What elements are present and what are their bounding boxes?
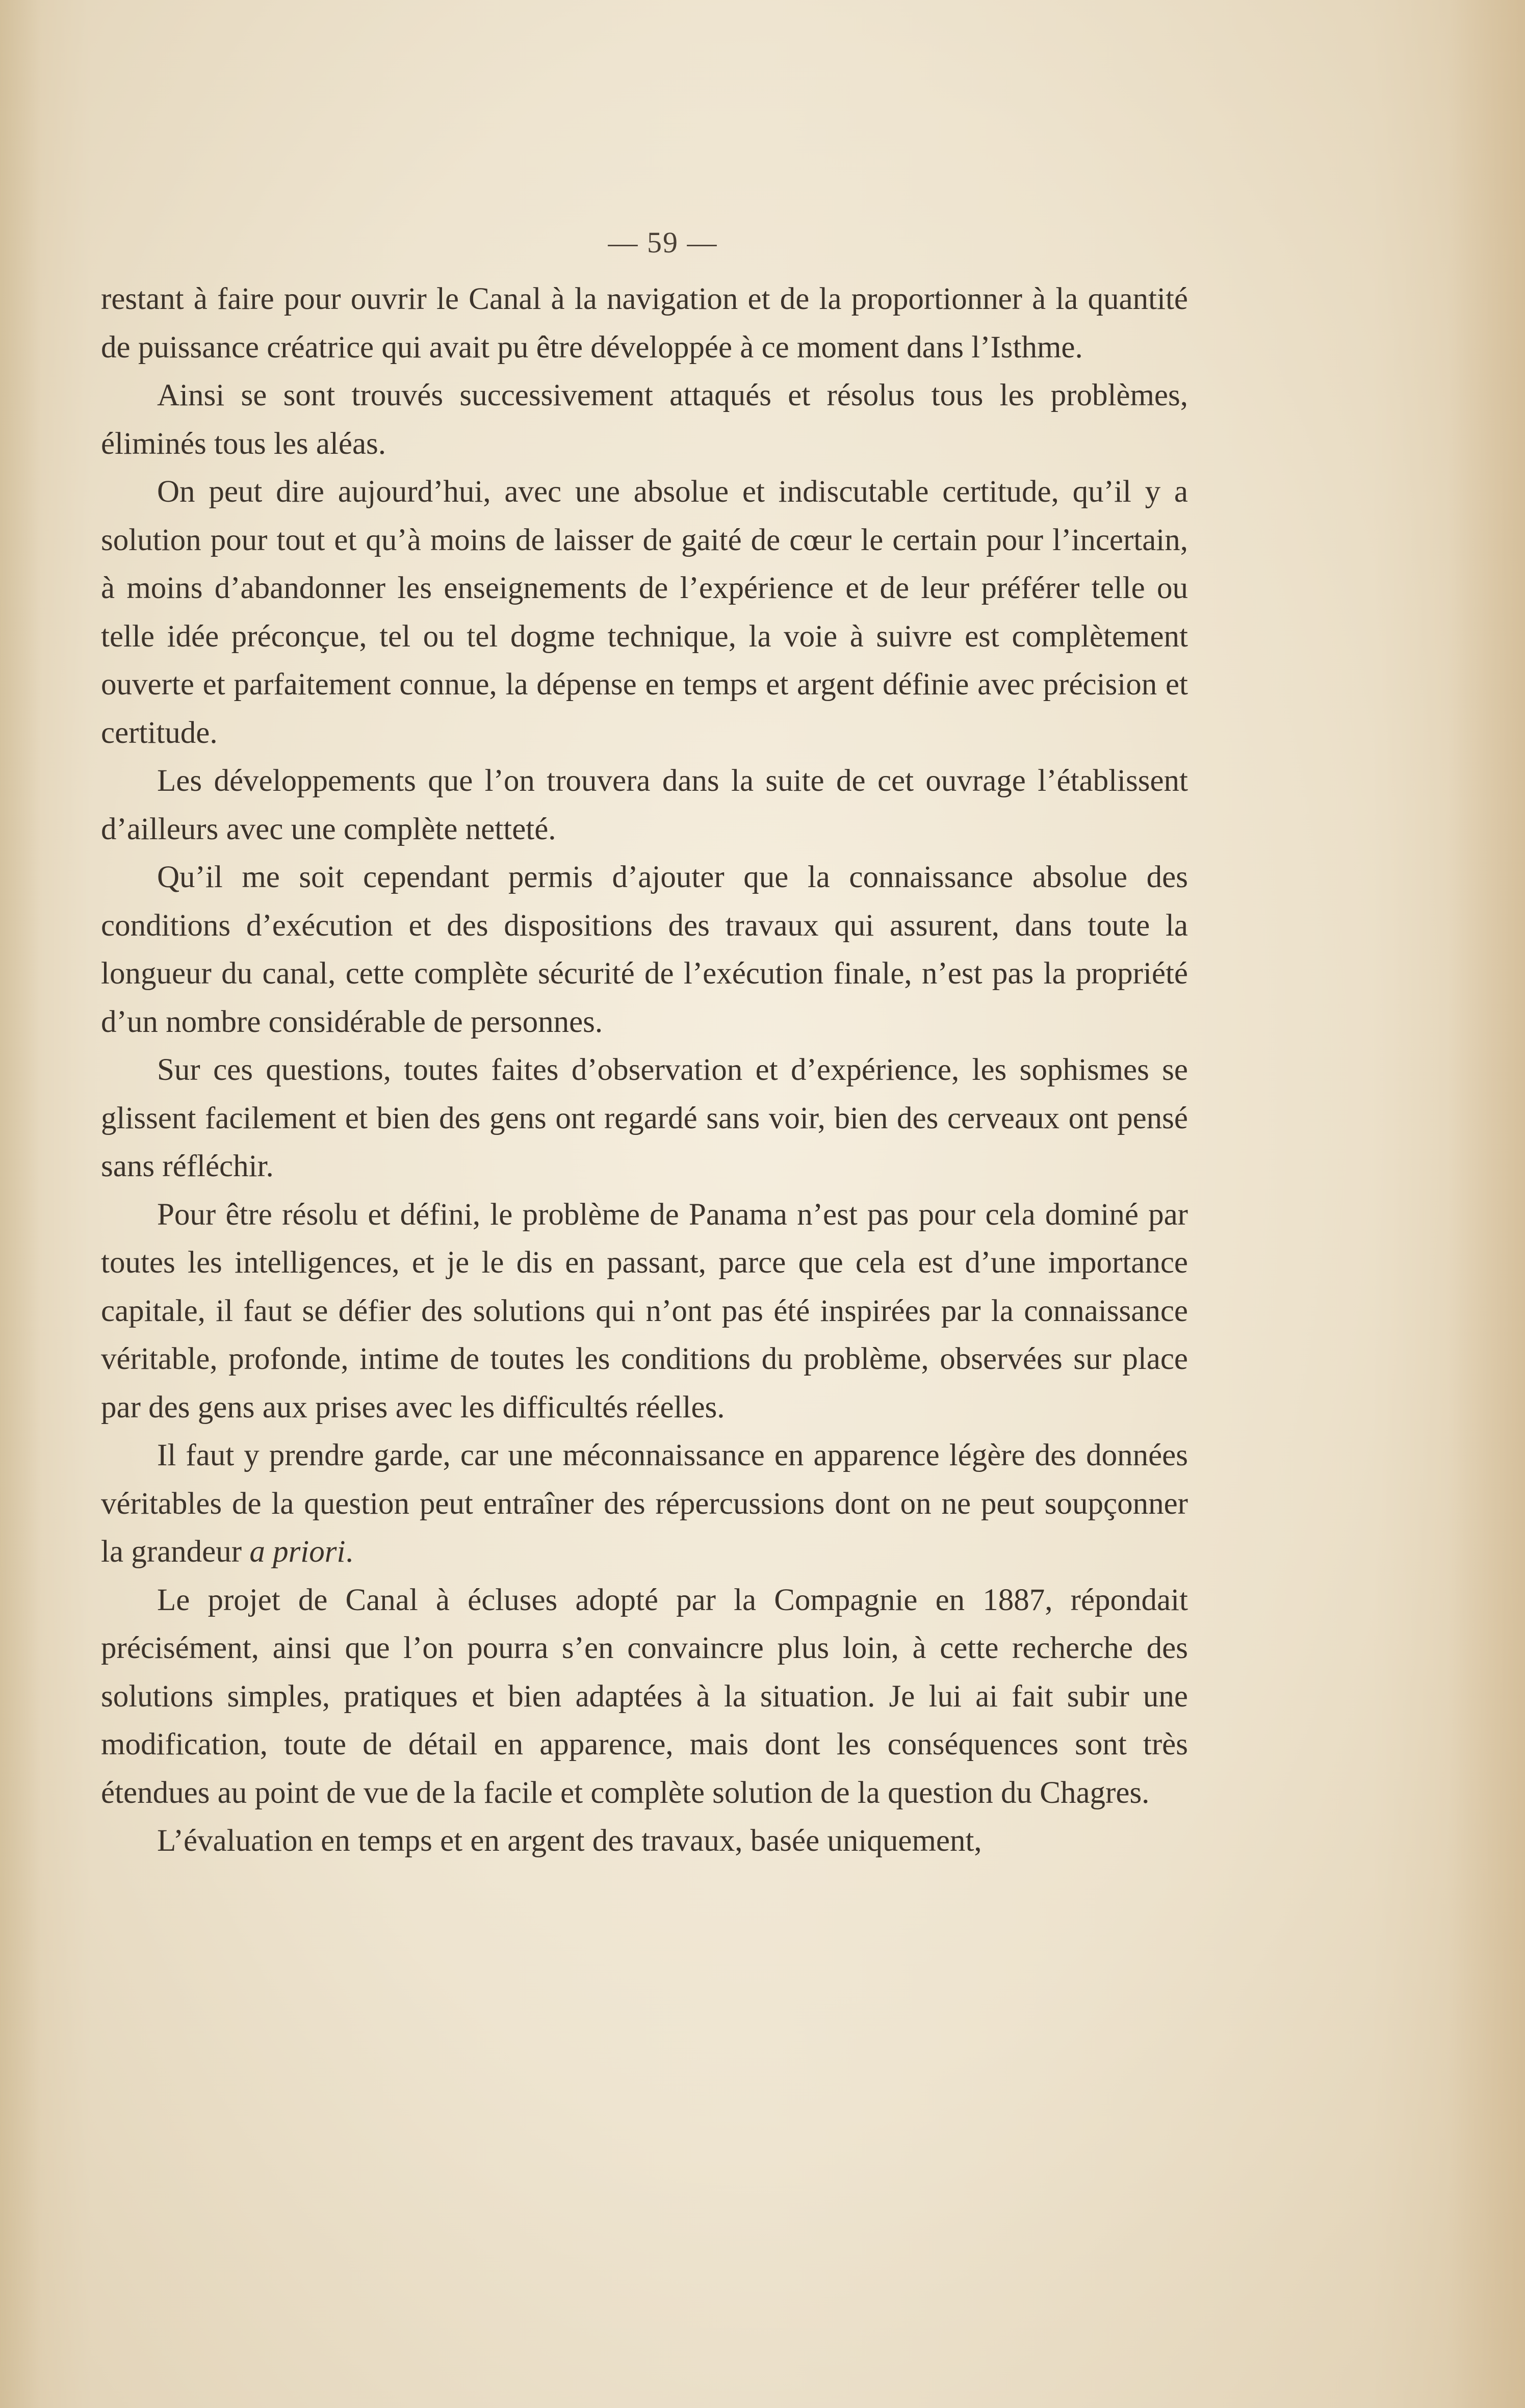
paragraph: Pour être résolu et défini, le problème de Panama n’est pas pour cela dominé par toutes les intelligences, et je le dis en passant, parce que cela est d’une importance capitale, il faut se défier des solutions qui n’ont pas été inspirées par la connaissance véritable, profonde, intime de toutes les conditions du problème, observées sur place par des gens aux prises avec les difficultés réelles. [101, 1197, 1188, 1425]
paragraph: Ainsi se sont trouvés successivement attaqués et résolus tous les problèmes, éliminés tous les aléas. [101, 378, 1188, 461]
paragraph-text: Il faut y prendre garde, car une méconnaissance en apparence légère des données véritables de la question peut entraîner des répercussions dont on ne peut soupçonner la grandeur [101, 1438, 1188, 1569]
paragraph-a-priori [101, 1432, 1188, 1576]
paragraph: Qu’il me soit cependant permis d’ajouter que la connaissance absolue des conditions d’exécution et des dispositions des travaux qui assurent, dans toute la longueur du canal, cette complète sécurité de l’exécution finale, n’est pas la propriété d’un nombre considérable de personnes. [101, 860, 1188, 1039]
paragraph-last: L’évaluation en temps et en argent des travaux, basée uniquement, [157, 1824, 982, 1858]
page-edge-shadow-right [1449, 0, 1525, 2408]
paragraph: Sur ces questions, toutes faites d’observation et d’expérience, les sophismes se glissent facilement et bien des gens ont regardé sans voir, bien des cerveaux ont pensé sans réfléchir. [101, 1053, 1188, 1183]
paragraph-text-end: . [345, 1535, 353, 1569]
paragraph: Les développements que l’on trouvera dans la suite de cet ouvrage l’établissent d’ailleurs avec une complète netteté. [101, 764, 1188, 846]
paragraph-continuation: restant à faire pour ouvrir le Canal à la navigation et de la proportionner à la quantité de puissance créatrice qui avait pu être développée à ce moment dans l’Isthme. [101, 282, 1188, 365]
page-edge-shadow-left [0, 0, 41, 2408]
paragraph: On peut dire aujourd’hui, avec une absolue et indiscutable certitude, qu’il y a solution pour tout et qu’à moins de laisser de gaité de cœur le certain pour l’incertain, à moins d’abandonner les enseignements de l’expérience et de leur préférer telle ou telle idée préconçue, tel ou tel dogme technique, la voie à suivre est complètement ouverte et parfaitement connue, la dépense en temps et argent définie avec précision et certitude. [101, 475, 1188, 750]
body-text [101, 275, 1188, 1866]
page-number: — 59 — [608, 226, 718, 259]
paragraph: Le projet de Canal à écluses adopté par la Compagnie en 1887, répondait précisément, ainsi que l’on pourra s’en convaincre plus loin, à cette recherche des solutions simples, pratiques et bien adaptées à la situation. Je lui ai fait subir une modification, toute de détail en apparence, mais dont les conséquences sont très étendues au point de vue de la facile et complète solution de la question du Chagres. [101, 1583, 1188, 1810]
italic-phrase: a priori [249, 1535, 346, 1569]
